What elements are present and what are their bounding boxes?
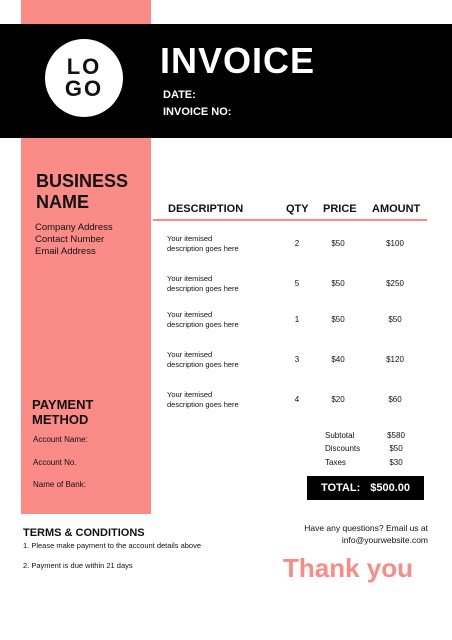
taxes-label: Taxes <box>325 458 346 467</box>
subtotal-label: Subtotal <box>325 431 355 440</box>
term-item: 2. Payment is due within 21 days <box>23 561 133 570</box>
discounts-value: $50 <box>389 444 403 453</box>
contact-question: Have any questions? Email us at <box>304 523 428 533</box>
item-description-line: Your itemised <box>167 390 213 399</box>
item-description-line: description goes here <box>167 284 239 293</box>
taxes-value: $30 <box>389 458 403 467</box>
table-header-rule <box>153 219 427 221</box>
column-header-description: DESCRIPTION <box>168 203 244 215</box>
item-description-line: description goes here <box>167 244 239 253</box>
item-qty: 2 <box>294 239 300 248</box>
item-qty: 5 <box>294 279 300 288</box>
item-amount: $50 <box>388 315 402 324</box>
thank-you: Thank you <box>283 553 414 583</box>
subtotal-value: $580 <box>387 431 405 440</box>
item-price: $50 <box>331 279 345 288</box>
item-description <box>167 274 267 294</box>
item-price: $40 <box>331 355 345 364</box>
date-label: DATE: <box>163 89 196 101</box>
account-name-label: Account Name: <box>33 435 88 444</box>
item-amount: $60 <box>388 395 402 404</box>
item-description <box>167 234 267 254</box>
total-box <box>307 476 424 500</box>
item-description-line: Your itemised <box>167 274 213 283</box>
column-header-price: PRICE <box>323 203 357 215</box>
item-amount: $120 <box>386 355 404 364</box>
total-label: TOTAL: <box>320 482 361 494</box>
item-amount: $250 <box>386 279 404 288</box>
discounts-label: Discounts <box>325 444 361 453</box>
term-item: 1. Please make payment to the account details above <box>23 541 202 550</box>
column-header-qty: QTY <box>286 203 309 215</box>
logo <box>45 39 123 117</box>
email-address: Email Address <box>35 246 96 257</box>
invoice-title: INVOICE <box>160 40 316 81</box>
account-number-label: Account No. <box>33 458 77 467</box>
contact-number: Contact Number <box>35 234 105 245</box>
item-description <box>167 310 267 330</box>
item-price: $50 <box>331 315 345 324</box>
total-value: $500.00 <box>370 482 411 494</box>
item-description-line: description goes here <box>167 320 239 329</box>
item-qty: 3 <box>294 355 300 364</box>
bank-name-label: Name of Bank: <box>33 480 86 489</box>
invoice-number-label: INVOICE NO: <box>163 106 232 118</box>
item-description-line: description goes here <box>167 360 239 369</box>
item-description <box>167 390 267 410</box>
item-qty: 1 <box>294 315 300 324</box>
item-price: $50 <box>331 239 345 248</box>
item-description-line: Your itemised <box>167 310 213 319</box>
contact-email[interactable]: info@yourwebsite.com <box>341 535 428 545</box>
logo-line-2: GO <box>64 76 104 101</box>
logo-line-1: LO <box>66 54 102 79</box>
company-address: Company Address <box>35 222 113 233</box>
business-name: BUSINESS NAME <box>36 171 129 212</box>
item-description-line: description goes here <box>167 400 239 409</box>
item-description-line: Your itemised <box>167 234 213 243</box>
item-description-line: Your itemised <box>167 350 213 359</box>
item-price: $20 <box>331 395 345 404</box>
terms-title: TERMS & CONDITIONS <box>23 527 145 539</box>
payment-method-title: PAYMENT METHOD <box>32 397 94 427</box>
item-amount: $100 <box>386 239 404 248</box>
item-description <box>167 350 267 370</box>
contact-note <box>262 522 428 546</box>
column-header-amount: AMOUNT <box>372 203 421 215</box>
item-qty: 4 <box>294 395 300 404</box>
